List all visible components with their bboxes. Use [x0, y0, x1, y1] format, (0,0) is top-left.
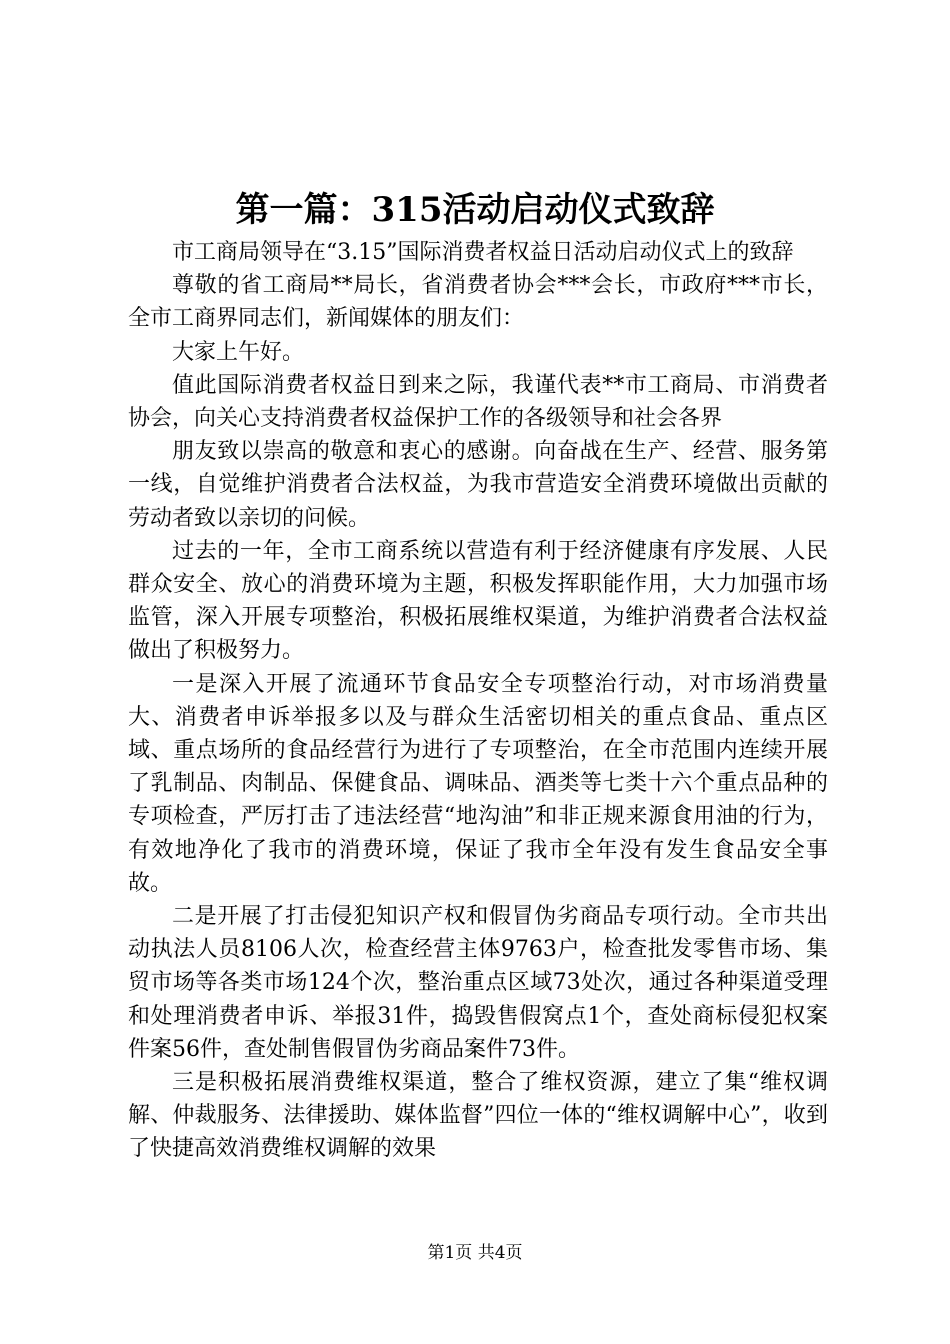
paragraph-2: 尊敬的省工商局**局长，省消费者协会***会长，市政府***市长，全市工商界同志们，新闻媒体的朋友们：	[128, 273, 828, 332]
paragraph-9: 三是积极拓展消费维权渠道，整合了维权资源，建立了集“维权调解、仲裁服务、法律援助、媒体监督”四位一体的“维权调解中心”，收到了快捷高效消费维权调解的效果	[128, 1070, 828, 1162]
paragraph-5: 朋友致以崇高的敬意和衷心的感谢。向奋战在生产、经营、服务第一线，自觉维护消费者合法权益，为我市营造安全消费环境做出贡献的劳动者致以亲切的问候。	[128, 439, 828, 531]
paragraph-1: 市工商局领导在“3.15”国际消费者权益日活动启动仪式上的致辞	[172, 240, 794, 265]
document-body	[128, 236, 828, 1166]
paragraph-6: 过去的一年，全市工商系统以营造有利于经济健康有序发展、人民群众安全、放心的消费环境为主题，积极发挥职能作用，大力加强市场监管，深入开展专项整治，积极拓展维权渠道，为维护消费者合法权益做出了积极努力。	[128, 538, 828, 664]
paragraph-4: 值此国际消费者权益日到来之际，我谨代表**市工商局、市消费者协会，向关心支持消费者权益保护工作的各级领导和社会各界	[128, 372, 828, 432]
paragraph-8: 二是开展了打击侵犯知识产权和假冒伪劣商品专项行动。全市共出动执法人员8106人次，检查经营主体9763户，检查批发零售市场、集贸市场等各类市场124个次，整治重点区域73处次，通过各种渠道受理和处理消费者申诉、举报31件，捣毁售假窝点1个，查处商标侵犯权案件案56件，查处制售假冒伪劣商品案件73件。	[128, 904, 828, 1062]
paragraph-3: 大家上午好。	[172, 339, 305, 365]
page-number-footer: 第1页 共4页	[427, 1243, 523, 1263]
document-title: 第一篇：315活动启动仪式致辞	[235, 190, 715, 230]
paragraph-7: 一是深入开展了流通环节食品安全专项整治行动，对市场消费量大、消费者申诉举报多以及与群众生活密切相关的重点食品、重点区域、重点场所的食品经营行为进行了专项整治，在全市范围内连续开展了乳制品、肉制品、保健食品、调味品、酒类等七类十六个重点品种的专项检查，严厉打击了违法经营“地沟油”和非正规来源食用油的行为，有效地净化了我市的消费环境，保证了我市全年没有发生食品安全事故。	[128, 671, 828, 896]
